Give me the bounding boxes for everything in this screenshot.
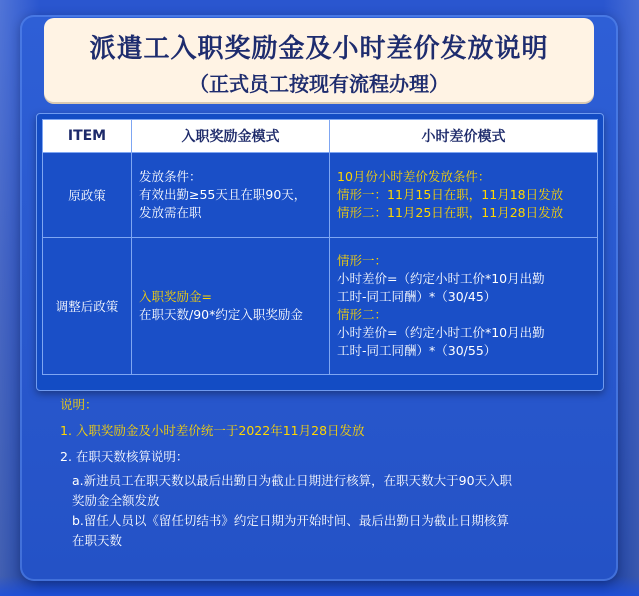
note-line: 奖励金全额发放: [72, 493, 160, 508]
cell-line: 小时差价=（约定小时工价*10月出勤: [337, 271, 545, 286]
original-hourly-cell: [330, 153, 598, 238]
table-row: [43, 153, 598, 238]
cell-line: 工时-同工同酬）*（30/55）: [337, 343, 497, 358]
adjusted-hourly-cell: [330, 238, 598, 375]
cell-line: 10月份小时差价发放条件：: [337, 169, 491, 184]
cell-line: 情形一：: [337, 253, 388, 268]
note-line: a.新进员工在职天数以最后出勤日为截止日期进行核算，在职天数大于90天入职: [72, 473, 513, 488]
cell-line: 入职奖励金=: [139, 289, 212, 304]
table-header-row: [43, 120, 598, 153]
header-bonus-mode: 入职奖励金模式: [132, 120, 330, 153]
page-subtitle: （正式员工按现有流程办理）: [189, 72, 449, 96]
cell-line: 情形二：: [337, 307, 388, 322]
note-item-2a: [72, 471, 592, 511]
header-item: ITEM: [43, 120, 132, 153]
cell-line: 小时差价=（约定小时工价*10月出勤: [337, 325, 545, 340]
adjusted-bonus-cell: [132, 238, 330, 375]
cell-line: 有效出勤≥55天且在职90天，: [139, 187, 307, 202]
row-item-adjusted: 调整后政策: [43, 238, 132, 375]
note-line: 在职天数: [72, 533, 123, 548]
cell-line: 发放需在职: [139, 205, 202, 220]
note-item-2: 2. 在职天数核算说明：: [60, 449, 189, 464]
cell-line: 发放条件：: [139, 169, 202, 184]
notes-title: 说明：: [60, 397, 98, 412]
policy-table-container: [36, 113, 604, 391]
policy-table: [42, 119, 598, 375]
cell-line: 情形一：11月15日在职，11月18日发放: [337, 187, 564, 202]
note-item-1: 1. 入职奖励金及小时差价统一于2022年11月28日发放: [60, 423, 365, 438]
original-bonus-cell: [132, 153, 330, 238]
note-line: b.留任人员以《留任切结书》约定日期为开始时间、最后出勤日为截止日期核算: [72, 513, 509, 528]
header-hourly-mode: 小时差价模式: [330, 120, 598, 153]
row-item-original: 原政策: [43, 153, 132, 238]
note-item-2b: [72, 511, 592, 551]
cell-line: 在职天数/90*约定入职奖励金: [139, 307, 303, 322]
page-title: 派遣工入职奖励金及小时差价发放说明: [89, 34, 549, 64]
title-banner: [44, 18, 594, 102]
cell-line: 情形二：11月25日在职，11月28日发放: [337, 205, 564, 220]
cell-line: 工时-同工同酬）*（30/45）: [337, 289, 497, 304]
table-row: [43, 238, 598, 375]
